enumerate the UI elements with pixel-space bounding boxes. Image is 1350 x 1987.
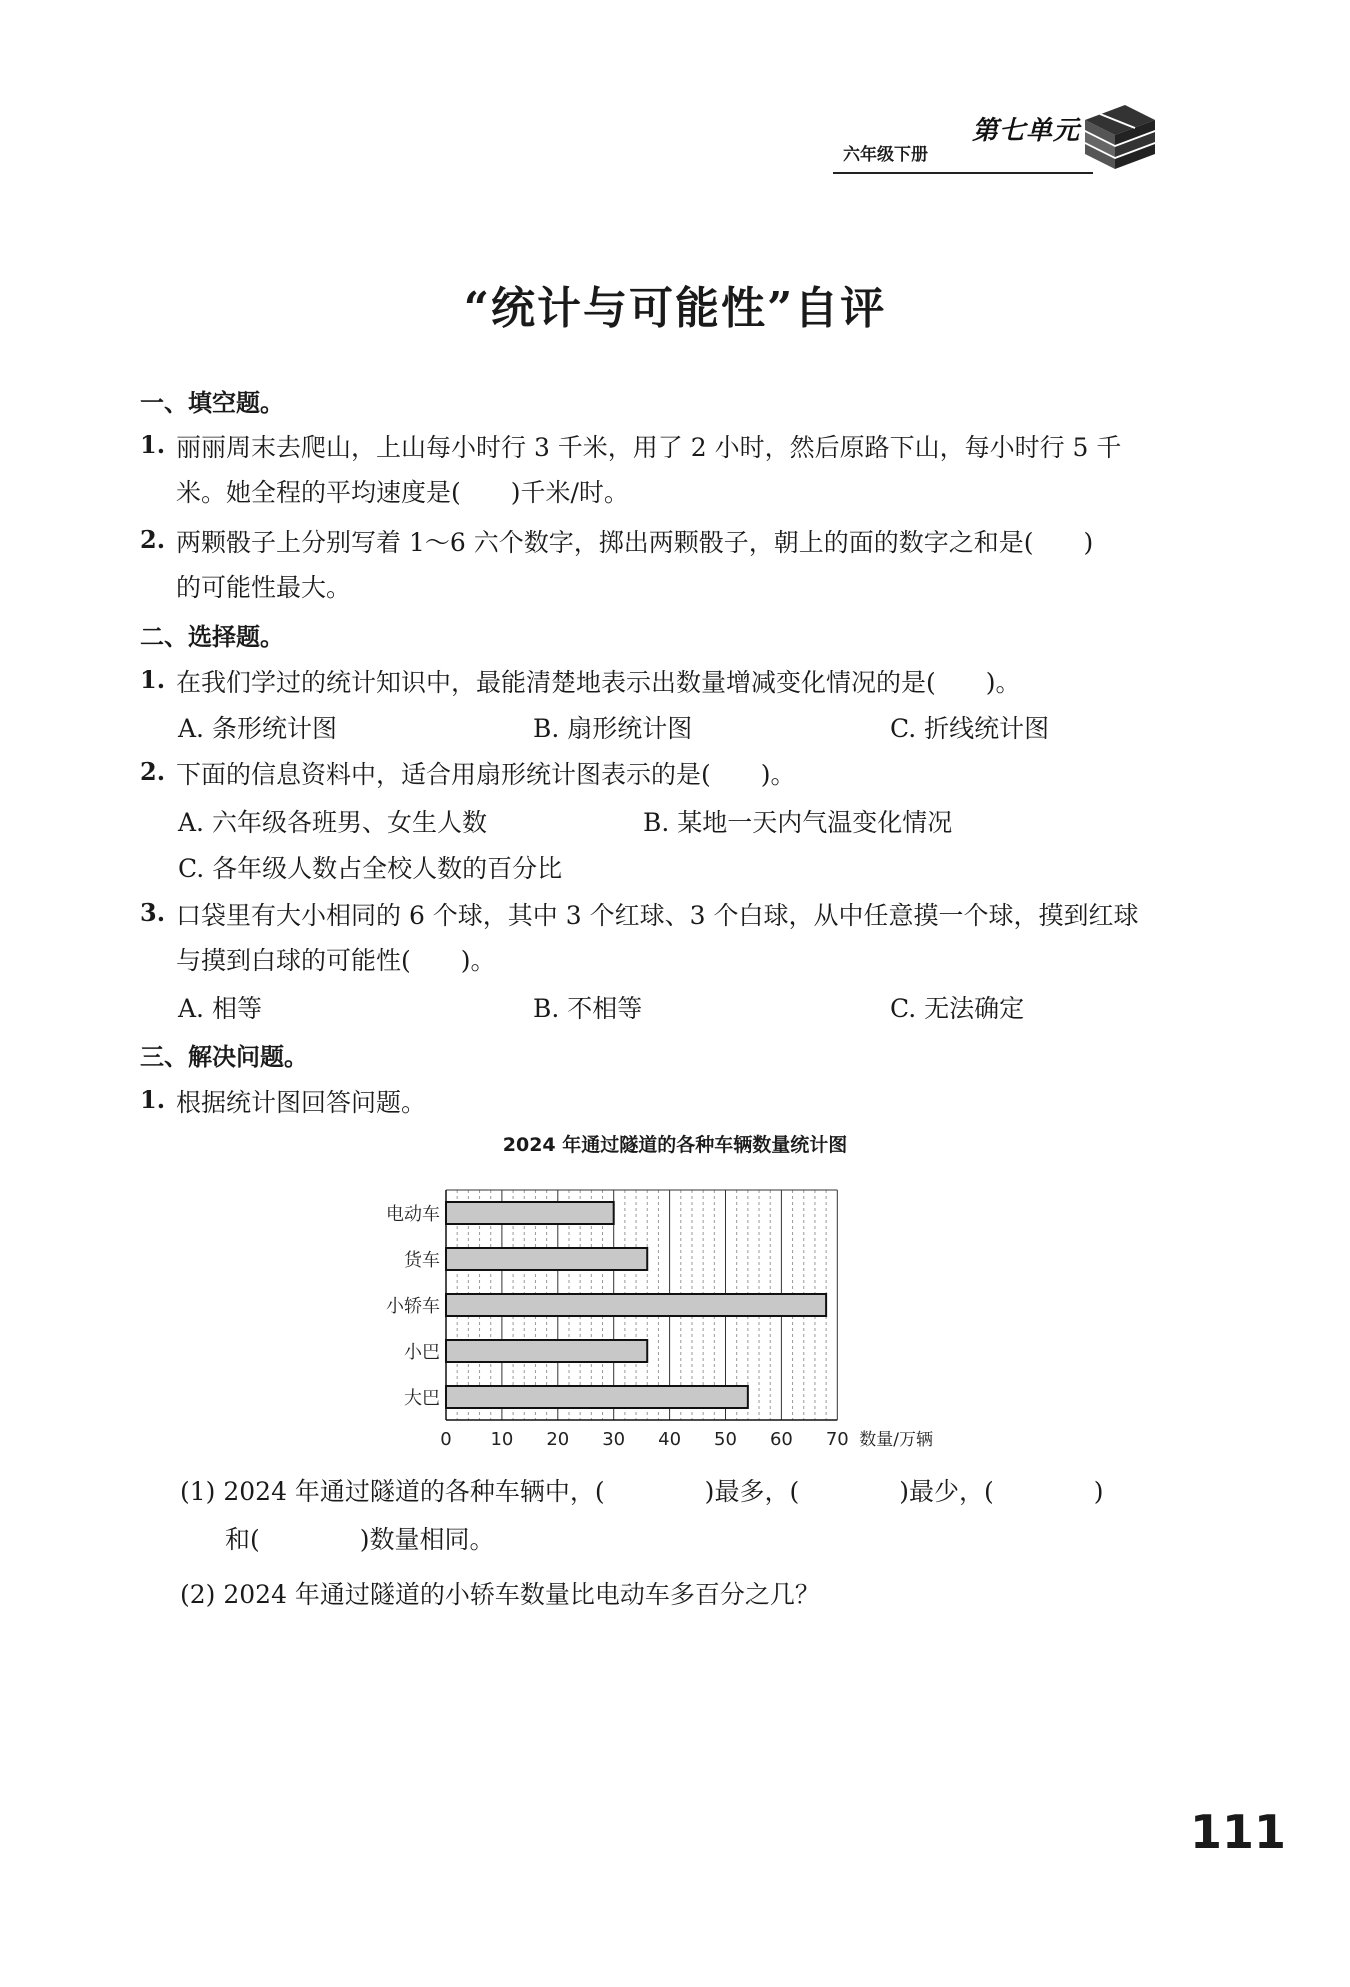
x-axis-label: 数量/万辆 <box>859 1430 934 1450</box>
section-heading-multiple-choice: 二、选择题。 <box>140 623 284 651</box>
chart-title: 2024 年通过隧道的各种车辆数量统计图 <box>502 1134 848 1156</box>
question-text: 与摸到白球的可能性( )。 <box>176 946 496 975</box>
x-tick-label: 0 <box>440 1429 452 1450</box>
bar-chart <box>350 1175 980 1450</box>
unit-label: 第七单元 <box>972 116 1081 146</box>
category-label: 电动车 <box>386 1204 440 1225</box>
x-tick-label: 10 <box>490 1429 514 1450</box>
sub-question-1-cont: 和( )数量相同。 <box>225 1525 495 1554</box>
option-c: C. 折线统计图 <box>890 714 1050 743</box>
x-tick-label: 30 <box>602 1429 626 1450</box>
question-number: 1. <box>140 665 166 694</box>
question-number: 1. <box>140 430 166 459</box>
bar <box>446 1248 647 1270</box>
page-title: “统计与可能性”自评 <box>463 283 887 334</box>
grade-label: 六年级下册 <box>843 145 928 165</box>
category-label: 大巴 <box>404 1388 440 1409</box>
x-tick-label: 20 <box>546 1429 570 1450</box>
x-tick-label: 40 <box>658 1429 682 1450</box>
header-rule <box>833 172 1093 174</box>
option-a: A. 条形统计图 <box>178 714 337 743</box>
category-label: 货车 <box>404 1250 440 1271</box>
option-a: A. 六年级各班男、女生人数 <box>178 808 487 837</box>
question-text: 下面的信息资料中，适合用扇形统计图表示的是( )。 <box>176 760 796 789</box>
bar <box>446 1294 826 1316</box>
question-text: 两颗骰子上分别写着 1～6 六个数字，掷出两颗骰子，朝上的面的数字之和是( ) <box>176 528 1094 557</box>
bar <box>446 1386 748 1408</box>
category-label: 小巴 <box>404 1342 440 1363</box>
question-text: 根据统计图回答问题。 <box>176 1088 427 1117</box>
option-a: A. 相等 <box>178 994 262 1023</box>
sub-question-2: (2) 2024 年通过隧道的小轿车数量比电动车多百分之几？ <box>180 1580 820 1609</box>
question-text: 口袋里有大小相同的 6 个球，其中 3 个红球、3 个白球，从中任意摸一个球，摸到红球 <box>176 901 1139 930</box>
books-stack-icon <box>1075 100 1161 175</box>
bar <box>446 1340 647 1362</box>
question-text: 丽丽周末去爬山，上山每小时行 3 千米，用了 2 小时，然后原路下山，每小时行 5 千 <box>176 433 1122 462</box>
x-tick-label: 70 <box>825 1429 849 1450</box>
question-text: 的可能性最大。 <box>176 573 352 602</box>
x-tick-label: 50 <box>714 1429 737 1450</box>
x-tick-label: 60 <box>769 1429 793 1450</box>
category-label: 小轿车 <box>386 1296 440 1317</box>
option-b: B. 不相等 <box>533 994 643 1023</box>
option-b: B. 扇形统计图 <box>533 714 693 743</box>
page-number: 111 <box>1190 1805 1287 1859</box>
option-c: C. 各年级人数占全校人数的百分比 <box>178 854 563 883</box>
sub-question-1: (1) 2024 年通过隧道的各种车辆中，( )最多，( )最少，( ) <box>180 1477 1104 1506</box>
section-heading-fill-blank: 一、填空题。 <box>140 389 284 417</box>
bar <box>446 1202 614 1224</box>
question-number: 2. <box>140 525 166 554</box>
section-heading-problem-solving: 三、解决问题。 <box>140 1043 308 1071</box>
question-number: 1. <box>140 1085 166 1114</box>
question-text: 米。她全程的平均速度是( )千米/时。 <box>176 478 629 507</box>
option-c: C. 无法确定 <box>890 994 1025 1023</box>
question-text: 在我们学过的统计知识中，最能清楚地表示出数量增减变化情况的是( )。 <box>176 668 1021 697</box>
question-number: 3. <box>140 898 166 927</box>
option-b: B. 某地一天内气温变化情况 <box>643 808 953 837</box>
question-number: 2. <box>140 757 166 786</box>
